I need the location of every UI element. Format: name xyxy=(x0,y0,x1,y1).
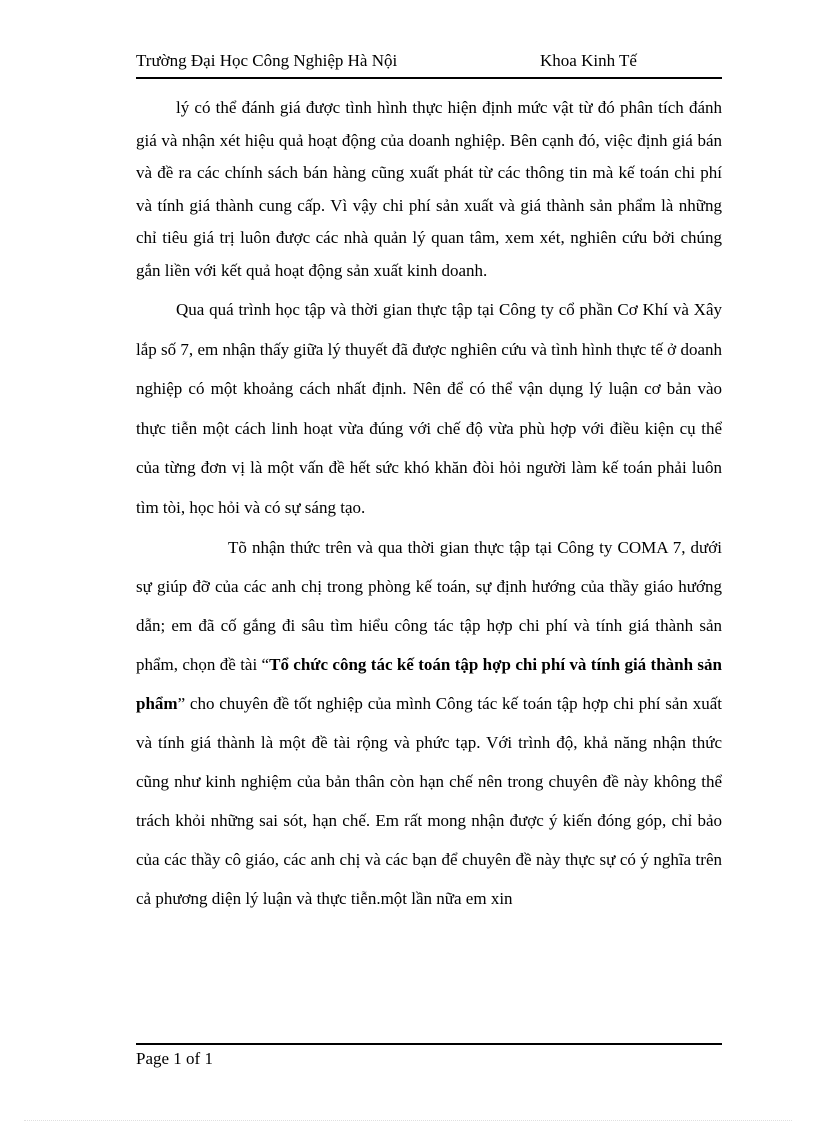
page-number: Page 1 of 1 xyxy=(136,1049,213,1068)
document-body xyxy=(136,92,722,918)
paragraph-3 xyxy=(136,528,722,918)
paragraph-1: lý có thể đánh giá được tình hình thực hiện định mức vật từ đó phân tích đánh giá và nhận xét hiệu quả hoạt động của doanh nghiệp. Bên cạnh đó, việc định giá bán và đề ra các chính sách bán hàng cũng xuất phát từ các thông tin mà kế toán chi phí và tính giá thành cung cấp. Vì vậy chi phí sản xuất và giá thành sản phẩm là những chỉ tiêu giá trị luôn được các nhà quản lý quan tâm, xem xét, nghiên cứu bởi chúng gắn liền với kết quả hoạt động sản xuất kinh doanh. xyxy=(136,98,722,280)
header-faculty-name: Khoa Kinh Tế xyxy=(540,51,637,70)
page-bottom-edge xyxy=(24,1120,792,1121)
paragraph-3-intro: Tõ nhận thức trên và qua thời gian thực tập tại Công ty COMA 7, dưới sự giúp đỡ của các anh chị trong phòng kế toán, sự định hướng của thầy giáo hướng dẫn; em đã cố gắng đi sâu tìm hiểu công tác tập hợp chi phí và tính giá thành sản phẩm, chọn đề tài “ xyxy=(136,538,722,674)
header-divider xyxy=(136,77,722,79)
page-header xyxy=(136,48,722,74)
header-school-name: Trường Đại Học Công Nghiệp Hà Nội xyxy=(136,51,398,70)
thesis-title: Tổ chức công tác kế toán tập hợp chi phí và tính giá thành sản phẩm xyxy=(136,655,722,713)
footer-divider xyxy=(136,1043,722,1045)
paragraph-2: Qua quá trình học tập và thời gian thực tập tại Công ty cổ phần Cơ Khí và Xây lắp số 7, em nhận thấy giữa lý thuyết đã được nghiên cứu và tình hình thực tế ở doanh nghiệp có một khoảng cách nhất định. Nên để có thể vận dụng lý luận cơ bản vào thực tiễn một cách linh hoạt vừa đúng với chế độ vừa phù hợp với điều kiện cụ thể của từng đơn vị là một vấn đề hết sức khó khăn đòi hỏi người làm kế toán phải luôn tìm tòi, học hỏi và có sự sáng tạo. xyxy=(136,300,722,517)
paragraph-3-rest: ” cho chuyên đề tốt nghiệp của mình Công tác kế toán tập hợp chi phí sản xuất và tính giá thành là một đề tài rộng và phức tạp. Với trình độ, khả năng nhận thức cũng như kinh nghiệm của bản thân còn hạn chế nên trong chuyên đề này không thể trách khỏi những sai sót, hạn chế. Em rất mong nhận được ý kiến đóng góp, chỉ bảo của các thầy cô giáo, các anh chị và các bạn để chuyên đề này thực sự có ý nghĩa trên cả phương diện lý luận và thực tiễn.một lần nữa em xin xyxy=(136,694,722,908)
